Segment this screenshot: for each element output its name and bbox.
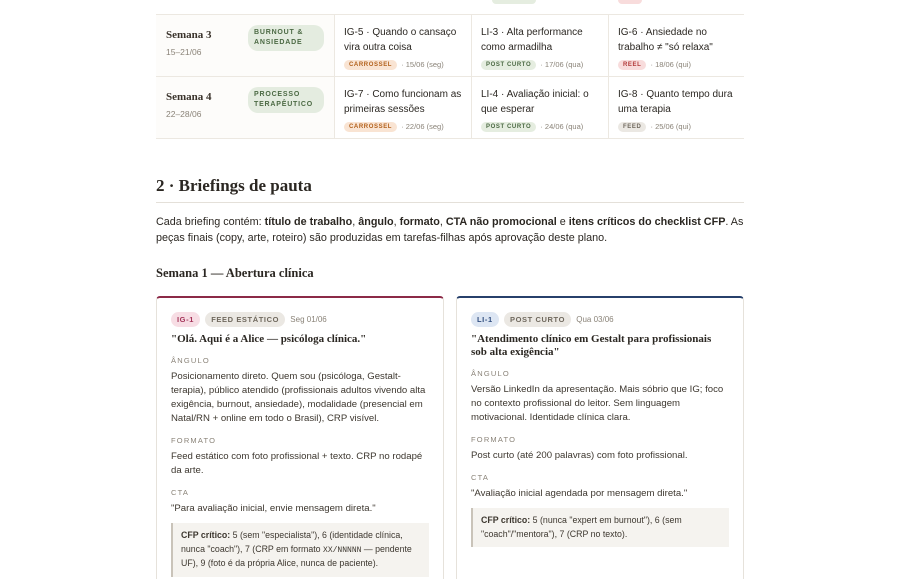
briefing-card-li-1[interactable]: [456, 296, 744, 579]
post-meta: [618, 122, 736, 132]
post-meta: [618, 60, 736, 70]
post-id-badge: IG-1: [171, 312, 200, 327]
format-tag: CARROSSEL: [344, 60, 397, 70]
calendar-post[interactable]: [471, 77, 608, 138]
format-label: FORMATO: [171, 436, 217, 445]
crp-format-code: XX/NNNNN: [323, 545, 362, 555]
format-tag: POST CURTO: [481, 60, 536, 70]
post-meta: [481, 122, 600, 132]
post-title: LI-3 · Alta performance como armadilha: [481, 27, 583, 53]
post-date: · 15/06 (seg): [401, 60, 444, 69]
hidden-tag-top-li: [492, 0, 536, 4]
post-meta: [481, 60, 600, 70]
intro-emphasis: CTA não promocional: [445, 216, 557, 228]
section-title: 2 · Briefings de pauta: [156, 176, 312, 195]
intro-emphasis: formato: [399, 216, 440, 228]
format-tag: CARROSSEL: [344, 122, 397, 132]
post-title: LI-4 · Avaliação inicial: o que esperar: [481, 89, 589, 115]
format-badge: POST CURTO: [504, 312, 571, 327]
format-text: Feed estático com foto profissional + texto. CRP no rodapé da arte.: [171, 451, 423, 476]
calendar-post[interactable]: [334, 77, 471, 138]
card-date: Qua 03/06: [576, 315, 614, 324]
format-tag: POST CURTO: [481, 122, 536, 132]
angle-text: Posicionamento direto. Quem sou (psicóloga, Gestalt-terapia), público atendido (profissionais adultos vivendo alta exigência, burnout, ansiedade), modalidade (presencial em Natal/RN + online em todo o Brasil), CRP visível.: [171, 371, 426, 424]
post-meta: [344, 60, 463, 70]
cfp-critical-text: 5 (nunca "expert em burnout"), 6 (sem "coach"/"mentora"), 7 (CRP no texto).: [481, 515, 682, 539]
cta-label: CTA: [471, 473, 490, 482]
post-date: · 24/06 (qua): [540, 122, 584, 131]
cfp-critical-text: — pendente UF), 9 (foto é da própria Alice, nunca de paciente).: [181, 543, 412, 568]
calendar-post[interactable]: [334, 15, 471, 76]
angle-label: ÂNGULO: [171, 356, 210, 365]
angle-label: ÂNGULO: [471, 369, 510, 378]
calendar-post[interactable]: [471, 15, 608, 76]
format-label: FORMATO: [471, 435, 517, 444]
calendar-row-week-3: [156, 14, 744, 77]
card-header: [171, 312, 429, 327]
post-date: · 25/06 (qui): [650, 122, 691, 131]
intro-text: ,: [393, 216, 400, 228]
cfp-critical-box: [471, 508, 729, 547]
hidden-tag-top-ig: [618, 0, 642, 4]
card-title: "Atendimento clínico em Gestalt para profissionais sob alta exigência": [471, 333, 712, 358]
intro-emphasis: itens críticos do checklist CFP: [568, 216, 726, 228]
angle-text: Versão LinkedIn da apresentação. Mais sóbrio que IG; foco no contexto profissional do leitor. Sem linguagem motivacional. Identidade clínica clara.: [471, 384, 724, 423]
post-title: IG-6 · Ansiedade no trabalho ≠ "só relaxa": [618, 27, 713, 53]
week-dates: 15–21/06: [166, 47, 202, 57]
intro-text: ,: [352, 216, 359, 228]
intro-text: e: [556, 216, 569, 228]
post-date: · 18/06 (qui): [650, 60, 691, 69]
format-badge: FEED ESTÁTICO: [205, 312, 285, 327]
intro-text: Cada briefing contém:: [156, 216, 265, 228]
week-name: Semana 4: [166, 91, 212, 103]
phase-badge: PROCESSO TERAPÊUTICO: [248, 87, 324, 113]
cfp-critical-box: [171, 523, 429, 577]
post-id-badge: LI-1: [471, 312, 499, 327]
format-tag: FEED: [618, 122, 646, 132]
week-dates: 22–28/06: [166, 109, 202, 119]
format-tag: REEL: [618, 60, 646, 70]
intro-emphasis: ângulo: [358, 216, 394, 228]
week-heading: Semana 1 — Abertura clínica: [156, 266, 314, 280]
week-name: Semana 3: [166, 29, 212, 41]
card-date: Seg 01/06: [290, 315, 327, 324]
cfp-critical-text: 5 (sem "especialista"), 6 (identidade clínica, nunca "coach"), 7 (CRP em formato: [181, 530, 403, 554]
week-cell: [156, 15, 244, 76]
calendar-row-week-4: [156, 77, 744, 139]
phase-cell: [244, 77, 334, 138]
post-date: · 17/06 (qua): [540, 60, 584, 69]
cta-text: "Para avaliação inicial, envie mensagem direta.": [171, 503, 376, 514]
calendar-post[interactable]: [608, 77, 744, 138]
post-title: IG-7 · Como funcionam as primeiras sessões: [344, 89, 462, 115]
card-header: [471, 312, 729, 327]
calendar-post[interactable]: [608, 15, 744, 76]
section-divider: [156, 202, 744, 203]
post-meta: [344, 122, 463, 132]
post-title: IG-5 · Quando o cansaço vira outra coisa: [344, 27, 457, 53]
section-intro: [156, 214, 744, 246]
cfp-critical-label: CFP crítico:: [481, 515, 531, 525]
week-cell: [156, 77, 244, 138]
phase-cell: [244, 15, 334, 76]
post-date: · 22/06 (seg): [401, 122, 444, 131]
intro-emphasis: título de trabalho: [264, 216, 353, 228]
cta-text: "Avaliação inicial agendada por mensagem direta.": [471, 488, 688, 499]
cfp-critical-label: CFP crítico:: [181, 530, 231, 540]
format-text: Post curto (até 200 palavras) com foto profissional.: [471, 450, 688, 461]
card-title: "Olá. Aqui é a Alice — psicóloga clínica.": [171, 333, 367, 345]
briefing-card-ig-1[interactable]: [156, 296, 444, 579]
post-title: IG-8 · Quanto tempo dura uma terapia: [618, 89, 733, 115]
intro-text: . As peças finais (copy, arte, roteiro) são produzidas em tarefas-filhas após aprovação deste plano.: [156, 216, 744, 244]
phase-badge: BURNOUT & ANSIEDADE: [248, 25, 324, 51]
intro-text: ,: [439, 216, 446, 228]
cta-label: CTA: [171, 488, 190, 497]
